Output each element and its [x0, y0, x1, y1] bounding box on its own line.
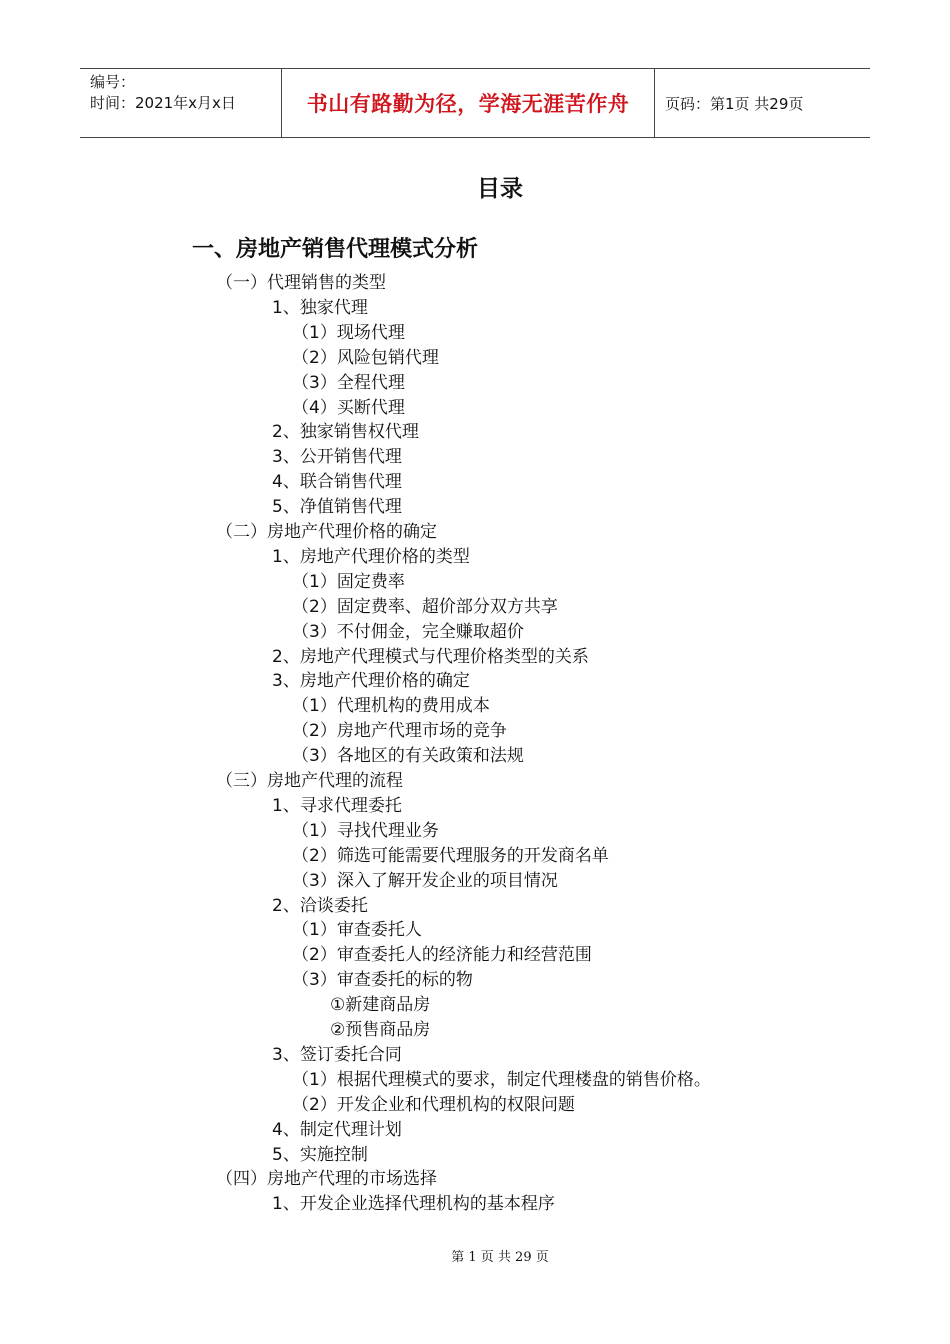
toc-entry: 1、开发企业选择代理机构的基本程序 — [272, 1194, 555, 1215]
toc-entry: （四）房地产代理的市场选择 — [216, 1169, 437, 1190]
toc-entry: 3、房地产代理价格的确定 — [272, 671, 470, 692]
toc-entry: （二）房地产代理价格的确定 — [216, 522, 437, 542]
toc-entry: ①新建商品房 — [330, 995, 431, 1016]
toc-entry: 3、公开销售代理 — [272, 447, 402, 468]
toc-entry: 2、独家销售权代理 — [272, 422, 419, 443]
document-date-label: 时间：2021年x月x日 — [90, 94, 236, 112]
toc-entry: 2、房地产代理模式与代理价格类型的关系 — [272, 646, 589, 667]
toc-entry: （三）房地产代理的流程 — [216, 771, 403, 791]
toc-entry: （3）全程代理 — [292, 372, 405, 393]
toc-entry: （1）根据代理模式的要求，制定代理楼盘的销售价格。 — [292, 1069, 711, 1090]
toc-entry: （1）寻找代理业务 — [292, 820, 439, 841]
header-info-cell — [80, 69, 282, 137]
toc-entry: （3）不付佣金，完全赚取超价 — [292, 621, 524, 642]
toc-entry: （4）买断代理 — [292, 397, 405, 418]
header-motto: 书山有路勤为径，学海无涯苦作舟 — [306, 92, 630, 116]
header-motto-cell — [282, 69, 655, 137]
header-page-info: 页码：第1页 共29页 — [665, 94, 804, 113]
toc-entry: 3、签订委托合同 — [272, 1044, 402, 1065]
page-title: 目录 — [477, 176, 523, 202]
toc-entry: （1）审查委托人 — [292, 920, 422, 941]
toc-entry: 5、净值销售代理 — [272, 497, 402, 518]
toc-entry: （2）固定费率、超价部分双方共享 — [292, 596, 558, 617]
toc-entry: 1、独家代理 — [272, 297, 368, 318]
toc-entry: （2）房地产代理市场的竞争 — [292, 721, 507, 742]
toc-entry: （3）深入了解开发企业的项目情况 — [292, 870, 558, 891]
toc-entry: 1、寻求代理委托 — [272, 795, 402, 816]
toc-entry: 1、房地产代理价格的类型 — [272, 546, 470, 567]
toc-entry: （2）审查委托人的经济能力和经营范围 — [292, 945, 592, 966]
toc-entry: （2）筛选可能需要代理服务的开发商名单 — [292, 845, 609, 866]
document-number-label: 编号： — [90, 73, 136, 91]
toc-entry: （3）审查委托的标的物 — [292, 970, 473, 991]
toc-entry: 2、洽谈委托 — [272, 895, 368, 916]
toc-entry: （1）代理机构的费用成本 — [292, 696, 490, 717]
toc-entry: （2）开发企业和代理机构的权限问题 — [292, 1094, 575, 1115]
toc-entry: （1）固定费率 — [292, 571, 405, 592]
toc-entry: 5、实施控制 — [272, 1144, 368, 1165]
toc-entry: ②预售商品房 — [330, 1020, 431, 1040]
toc-entry: （2）风险包销代理 — [292, 347, 439, 368]
header-page-cell — [655, 69, 870, 137]
toc-entry: 4、制定代理计划 — [272, 1119, 402, 1140]
page-footer: 第 1 页 共 29 页 — [451, 1250, 549, 1265]
toc-entry: 4、联合销售代理 — [272, 472, 402, 493]
toc-entry: （1）现场代理 — [292, 322, 405, 343]
section-heading: 一、房地产销售代理模式分析 — [192, 237, 479, 262]
toc-entry: （3）各地区的有关政策和法规 — [292, 746, 524, 767]
page-header — [80, 68, 870, 138]
toc-entry: （一）代理销售的类型 — [216, 273, 386, 293]
